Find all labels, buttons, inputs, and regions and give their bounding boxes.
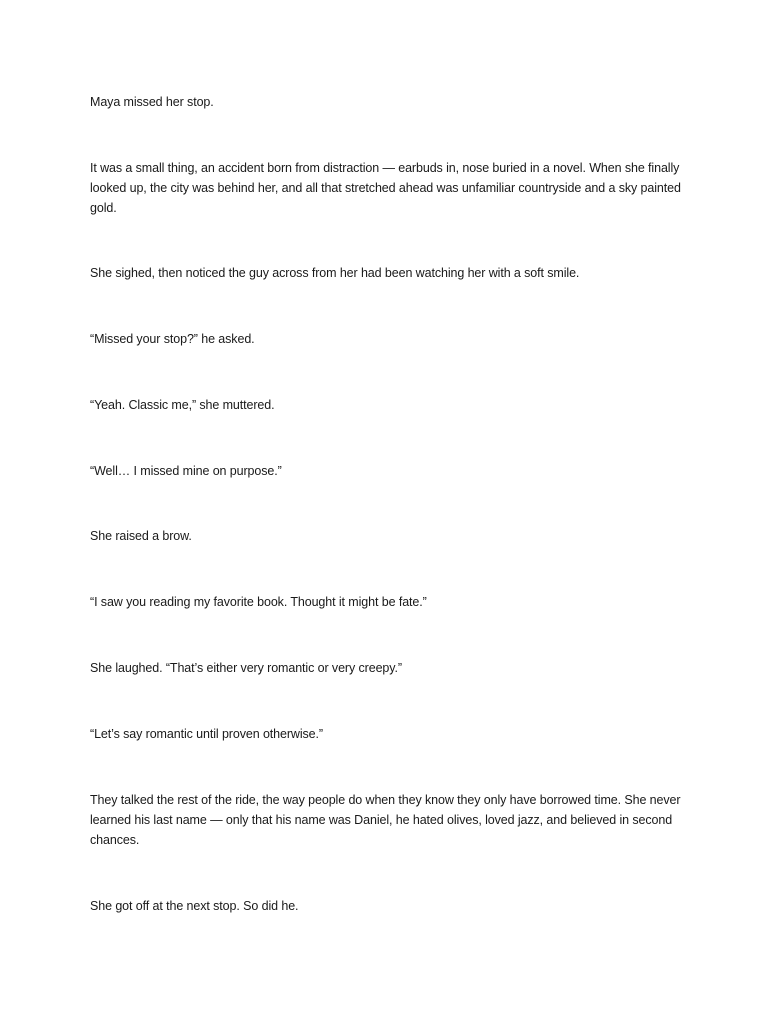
paragraph-3: She sighed, then noticed the guy across from her had been watching her with a soft smile. <box>90 266 580 280</box>
paragraph-10: “Let’s say romantic until proven otherwise.” <box>90 727 323 741</box>
paragraph-9: She laughed. “That’s either very romantic or very creepy.” <box>90 661 402 675</box>
paragraph-6: “Well… I missed mine on purpose.” <box>90 464 282 478</box>
paragraph-12: She got off at the next stop. So did he. <box>90 899 299 913</box>
paragraph-11: They talked the rest of the ride, the way people do when they know they only have borrowed time. She never learned his last name — only that his name was Daniel, he hated olives, loved jazz, and believed in second chances. <box>90 793 681 847</box>
paragraph-2: It was a small thing, an accident born from distraction — earbuds in, nose buried in a novel. When she finally looked up, the city was behind her, and all that stretched ahead was unfamiliar countryside and a sky painted gold. <box>90 161 681 215</box>
paragraph-7: She raised a brow. <box>90 529 192 543</box>
paragraph-8: “I saw you reading my favorite book. Thought it might be fate.” <box>90 595 427 609</box>
paragraph-5: “Yeah. Classic me,” she muttered. <box>90 398 275 412</box>
paragraph-4: “Missed your stop?” he asked. <box>90 332 255 346</box>
paragraph-1: Maya missed her stop. <box>90 95 214 109</box>
